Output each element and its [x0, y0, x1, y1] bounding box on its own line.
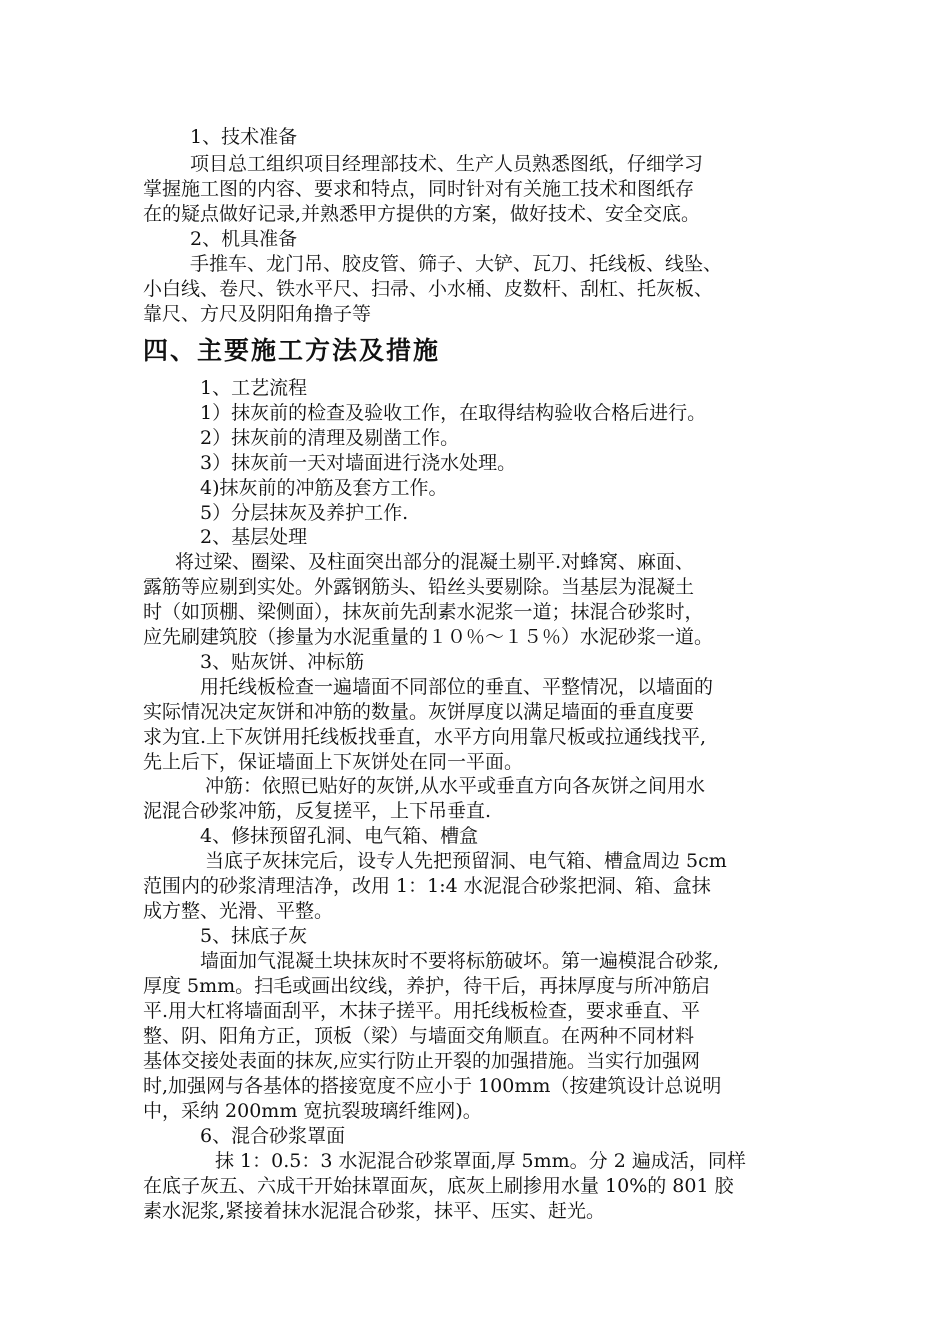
paragraph-line: 成方整、光滑、平整。	[143, 900, 334, 922]
paragraph-line: 露筋等应剔到实处。外露钢筋头、铅丝头要剔除。当基层为混凝土	[143, 576, 695, 598]
paragraph-line: 时（如顶棚、梁侧面），抹灰前先刮素水泥浆一道；抹混合砂浆时，	[143, 601, 704, 623]
paragraph-line: 小白线、卷尺、铁水平尺、扫帚、小水桶、皮数杆、刮杠、托灰板、	[143, 278, 714, 300]
paragraph-line: 整、阴、阳角方正，顶板（梁）与墙面交角顺直。在两种不同材料	[143, 1025, 695, 1047]
paragraph-line: 在底子灰五、六成干开始抹罩面灰，底灰上刷掺用水量 10%的 801 胶	[143, 1175, 734, 1197]
paragraph-line: 泥混合砂浆冲筋，反复搓平，上下吊垂直.	[143, 800, 492, 822]
paragraph-line: 将过梁、圈梁、及柱面突出部分的混凝土剔平.对蜂窝、麻面、	[175, 551, 695, 573]
paragraph-line: 用托线板检查一遍墙面不同部位的垂直、平整情况，以墙面的	[200, 676, 714, 698]
section-title-screeds: 3、贴灰饼、冲标筋	[200, 651, 365, 673]
list-item: 4)抹灰前的冲筋及套方工作。	[200, 477, 448, 499]
paragraph-line: 厚度 5mm。扫毛或画出纹线，养护，待干后，再抹厚度与所冲筋启	[143, 975, 711, 997]
paragraph-line: 基体交接处表面的抹灰,应实行防止开裂的加强措施。当实行加强网	[143, 1050, 701, 1072]
paragraph-line: 在的疑点做好记录,并熟悉甲方提供的方案，做好技术、安全交底。	[143, 203, 701, 225]
paragraph-line: 应先刷建筑胶（掺量为水泥重量的１０％～１５％）水泥砂浆一道。	[143, 626, 714, 648]
paragraph-line: 掌握施工图的内容、要求和特点，同时针对有关施工技术和图纸存	[143, 178, 695, 200]
section-title-machine-prep: 2、机具准备	[190, 228, 298, 250]
paragraph-line: 求为宜.上下灰饼用托线板找垂直，水平方向用靠尺板或拉通线找平,	[143, 726, 707, 748]
section-title-base-coat: 5、抹底子灰	[200, 925, 308, 947]
paragraph-line: 范围内的砂浆清理洁净，改用 1：1:4 水泥混合砂浆把洞、箱、盒抹	[143, 875, 711, 897]
paragraph-line: 手推车、龙门吊、胶皮管、筛子、大铲、瓦刀、托线板、线坠、	[190, 253, 723, 275]
list-item: 5）分层抹灰及养护工作.	[200, 502, 409, 524]
main-heading: 四、主要施工方法及措施	[143, 336, 441, 365]
section-title-base-treatment: 2、基层处理	[200, 526, 308, 548]
paragraph-line: 素水泥浆,紧接着抹水泥混合砂浆，抹平、压实、赶光。	[143, 1200, 606, 1222]
paragraph-line: 实际情况决定灰饼和冲筋的数量。灰饼厚度以满足墙面的垂直度要	[143, 701, 695, 723]
paragraph-line: 先上后下，保证墙面上下灰饼处在同一平面。	[143, 751, 524, 773]
paragraph-line: 墙面加气混凝土块抹灰时不要将标筋破坏。第一遍模混合砂浆,	[200, 950, 720, 972]
list-item: 1）抹灰前的检查及验收工作，在取得结构验收合格后进行。	[200, 402, 707, 424]
paragraph-line: 项目总工组织项目经理部技术、生产人员熟悉图纸，仔细学习	[190, 153, 704, 175]
list-item: 3）抹灰前一天对墙面进行浇水处理。	[200, 452, 517, 474]
section-title-process: 1、工艺流程	[200, 377, 308, 399]
list-item: 2）抹灰前的清理及剔凿工作。	[200, 427, 460, 449]
paragraph-line: 中，采纳 200mm 宽抗裂玻璃纤维网)。	[143, 1100, 482, 1122]
paragraph-line: 冲筋：依照已贴好的灰饼,从水平或垂直方向各灰饼之间用水	[205, 775, 706, 797]
section-title-openings: 4、修抹预留孔洞、电气箱、槽盒	[200, 825, 479, 847]
section-title-tech-prep: 1、技术准备	[190, 126, 298, 148]
section-title-finish-coat: 6、混合砂浆罩面	[200, 1125, 346, 1147]
paragraph-line: 时,加强网与各基体的搭接宽度不应小于 100mm（按建筑设计总说明	[143, 1075, 722, 1097]
paragraph-line: 当底子灰抹完后，设专人先把预留洞、电气箱、槽盒周边 5cm	[205, 850, 727, 872]
paragraph-line: 抹 1：0.5：3 水泥混合砂浆罩面,厚 5mm。分 2 遍成活，同样	[215, 1150, 746, 1172]
paragraph-line: 平.用大杠将墙面刮平，木抹子搓平。用托线板检查，要求垂直、平	[143, 1000, 701, 1022]
paragraph-line: 靠尺、方尺及阴阳角撸子等	[143, 303, 372, 325]
